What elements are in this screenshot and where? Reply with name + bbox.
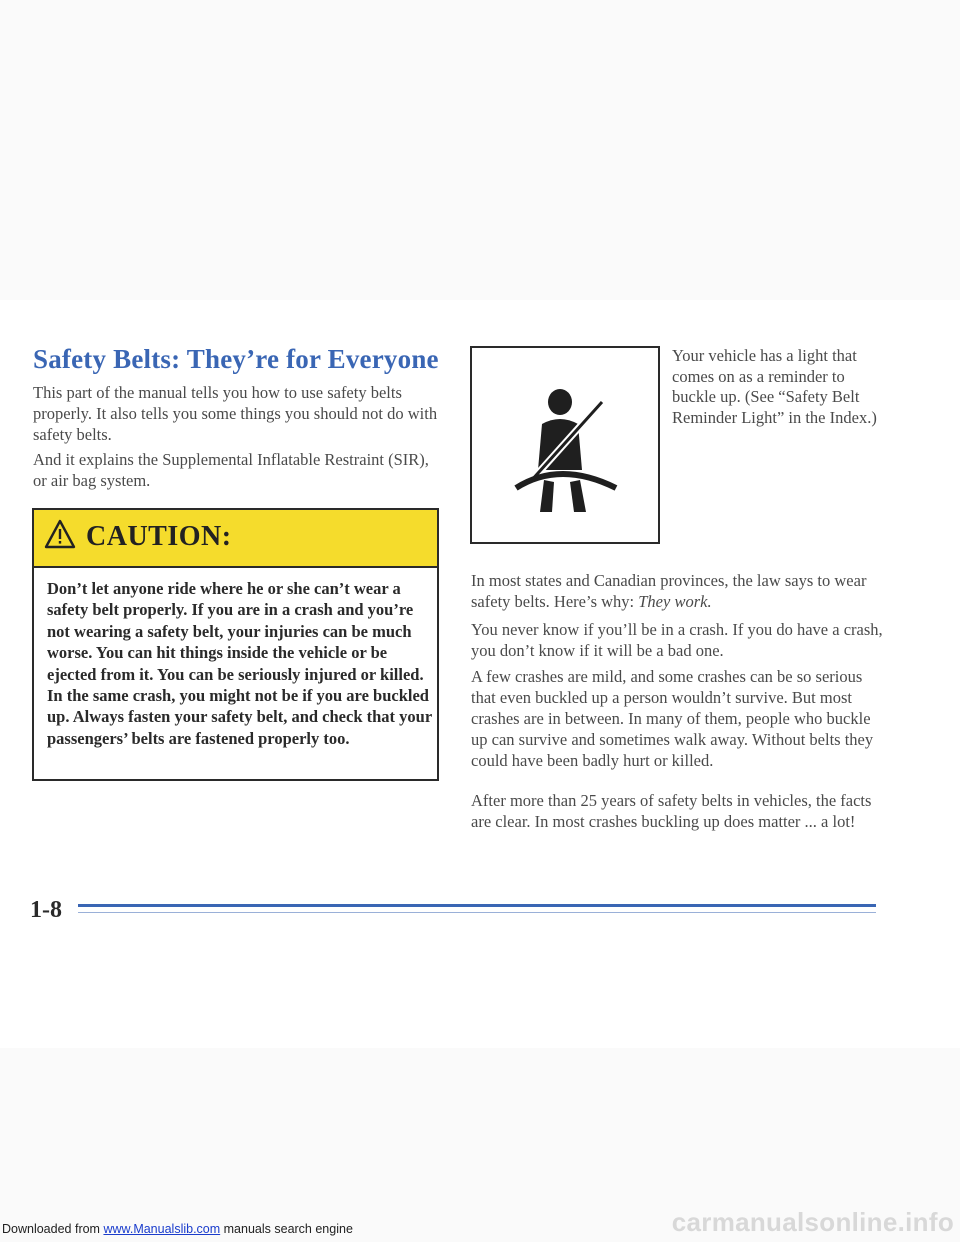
body-paragraph-1 (471, 570, 891, 612)
footer-suffix: manuals search engine (220, 1222, 353, 1236)
caution-label: CAUTION: (86, 521, 232, 552)
footer-rule-thin (78, 912, 876, 913)
body-paragraph-2: You never know if you’ll be in a crash. If you do have a crash, you don’t know if it will be a bad one. (471, 620, 883, 660)
footer-prefix: Downloaded from (2, 1222, 104, 1236)
reminder-text: Your vehicle has a light that comes on as a reminder to buckle up. (See “Safety Belt Reminder Light” in the Index.) (672, 346, 877, 427)
body-paragraph-1-emphasis: They work. (638, 592, 712, 611)
caution-box (32, 508, 439, 781)
body-paragraph-1-text: In most states and Canadian provinces, the law says to wear safety belts. Here’s why: (471, 571, 867, 611)
caution-text: Don’t let anyone ride where he or she can’t wear a safety belt properly. If you are in a crash and you’re not wearing a safety belt, your injuries can be much worse. You can hit things inside the vehicle or be ejected from it. You can be seriously injured or killed. In the same crash, you might not be if you are buckled up. Always fasten your safety belt, and check that your passengers’ belts are fastened properly too. (47, 579, 432, 748)
safety-belt-reminder-icon (508, 384, 626, 514)
manualslib-link[interactable]: www.Manualslib.com (103, 1222, 221, 1236)
body-paragraph-4: After more than 25 years of safety belts in vehicles, the facts are clear. In most crashes buckling up does matter ... a lot! (471, 791, 872, 831)
download-footer (2, 1222, 353, 1236)
body-paragraph-3: A few crashes are mild, and some crashes can be so serious that even buckled up a person wouldn’t survive. But most crashes are in between. In many of them, people who buckle up can survive and sometimes walk away. Without belts they could have been badly hurt or killed. (471, 667, 874, 770)
intro-paragraph-1: This part of the manual tells you how to use safety belts properly. It also tells you some things you should not do with safety belts. (33, 383, 438, 444)
safety-belt-icon-box (470, 346, 660, 544)
section-title: Safety Belts: They’re for Everyone (33, 344, 439, 374)
caution-header (34, 510, 437, 568)
footer-rule (78, 904, 876, 907)
warning-triangle-icon (44, 519, 76, 549)
page-number: 1-8 (30, 897, 62, 923)
watermark: carmanualsonline.info (671, 1207, 954, 1237)
intro-paragraph-2: And it explains the Supplemental Inflatable Restraint (SIR), or air bag system. (33, 450, 429, 490)
